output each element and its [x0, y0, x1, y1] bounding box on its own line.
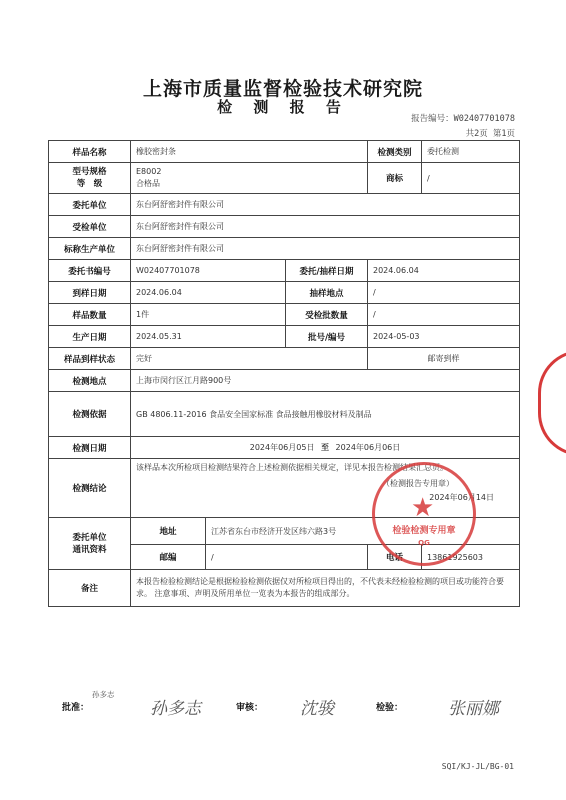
inspected-label: 受检单位 — [49, 216, 131, 238]
approve-label: 批准： — [62, 703, 90, 713]
batch-qty-label: 受检批数量 — [286, 304, 368, 326]
client-label: 委托单位 — [49, 194, 131, 216]
production-date-label: 生产日期 — [49, 326, 131, 348]
seal-code: QG — [418, 539, 430, 547]
seal-text: 检验检测专用章 — [392, 526, 456, 536]
report-number: 报告编号：W02407701078 — [411, 114, 515, 124]
manufacturer-label: 标称生产单位 — [49, 238, 131, 260]
phone-label: 电话 — [368, 545, 422, 570]
postcode-label: 邮编 — [131, 545, 206, 570]
test-date-to: 2024年06月06日 — [335, 443, 401, 452]
review-label: 审核： — [236, 703, 264, 713]
grade: 合格品 — [136, 179, 160, 188]
basis: GB 4806.11-2016 食品安全国家标准 食品接触用橡胶材料及制品 — [131, 392, 520, 437]
test-label: 检验： — [376, 703, 404, 713]
test-date-label: 检测日期 — [49, 437, 131, 459]
contact-label-line2: 通讯资料 — [72, 544, 107, 555]
client: 东台阿舒密封件有限公司 — [131, 194, 520, 216]
conclusion-label: 检测结论 — [49, 459, 131, 518]
delivery-method: 邮寄到样 — [368, 348, 520, 370]
batch-no: 2024-05-03 — [368, 326, 520, 348]
tester-signature: 张丽娜 — [448, 699, 499, 719]
phone: 13861925603 — [422, 545, 520, 570]
model-label: 型号规格 — [72, 167, 107, 177]
model-grade-label — [49, 163, 131, 194]
arrival-date-label: 到样日期 — [49, 282, 131, 304]
report-title: 检 测 报 告 — [217, 98, 349, 116]
postcode: / — [206, 545, 368, 570]
reviewer-signature: 沈骏 — [300, 699, 334, 719]
commission-no: W02407701078 — [131, 260, 286, 282]
batch-no-label: 批号/编号 — [286, 326, 368, 348]
form-code: SQI/KJ-JL/BG-01 — [441, 762, 514, 771]
trademark-label: 商标 — [368, 163, 422, 194]
address-label: 地址 — [131, 518, 206, 545]
sample-state-label: 样品到样状态 — [49, 348, 131, 370]
quantity-label: 样品数量 — [49, 304, 131, 326]
institute-title: 上海市质量监督检验技术研究院 — [142, 78, 423, 100]
test-date-from: 2024年06月05日 — [249, 443, 315, 452]
test-type-label: 检测类别 — [368, 141, 422, 163]
sampling-site-label: 抽样地点 — [286, 282, 368, 304]
basis-label: 检测依据 — [49, 392, 131, 437]
grade-label: 等 级 — [76, 179, 103, 189]
manufacturer: 东台阿舒密封件有限公司 — [131, 238, 520, 260]
model: E8002 — [136, 167, 162, 176]
conclusion-stamp-text: （检测报告专用章） — [382, 479, 454, 488]
arrival-date: 2024.06.04 — [131, 282, 286, 304]
edge-seal — [538, 350, 566, 456]
contact-label-line1: 委托单位 — [72, 532, 107, 543]
remarks-label: 备注 — [49, 570, 131, 607]
model-grade-value — [131, 163, 368, 194]
sample-name-label: 样品名称 — [49, 141, 131, 163]
conclusion-text: 该样品本次所检项目检测结果符合上述检测依据相关规定，详见本报告检测结果汇总页。 — [136, 463, 448, 472]
test-site-label: 检测地点 — [49, 370, 131, 392]
sample-name: 橡胶密封条 — [131, 141, 368, 163]
test-date-range — [131, 437, 520, 459]
sample-state: 完好 — [131, 348, 368, 370]
commission-date: 2024.06.04 — [368, 260, 520, 282]
star-icon: ★ — [411, 493, 435, 523]
sampling-site: / — [368, 282, 520, 304]
production-date: 2024.05.31 — [131, 326, 286, 348]
approver-signature: 孙多志 — [150, 699, 201, 719]
inspected: 东台阿舒密封件有限公司 — [131, 216, 520, 238]
address: 江苏省东台市经济开发区纬六路3号 — [206, 518, 520, 545]
batch-qty: / — [368, 304, 520, 326]
sign-date: 2024年06月14日 — [429, 493, 494, 502]
test-type: 委托检测 — [422, 141, 520, 163]
quantity: 1件 — [131, 304, 286, 326]
commission-no-label: 委托书编号 — [49, 260, 131, 282]
remarks: 本报告检验检测结论是根据检验检测依据仅对所检项目得出的，不代表未经检验检测的项目或功能符合要求。 注意事项、声明及所用单位一览表为本报告的组成部分。 — [131, 570, 520, 607]
test-site: 上海市闵行区江月路900号 — [131, 370, 520, 392]
trademark: / — [422, 163, 520, 194]
inspection-seal — [372, 462, 476, 566]
page-info: 共2页 第1页 — [465, 129, 515, 139]
test-date-to-word: 至 — [321, 443, 329, 452]
contact-label — [49, 518, 131, 570]
commission-date-label: 委托/抽样日期 — [286, 260, 368, 282]
approver-printed-name: 孙多志 — [92, 690, 115, 699]
